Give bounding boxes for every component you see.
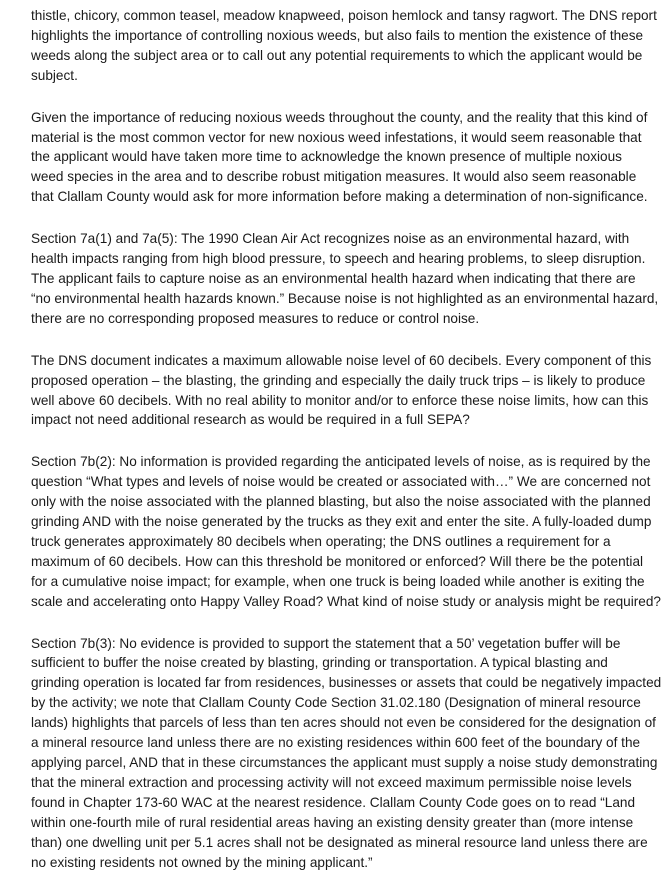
text-line: health impacts ranging from high blood pressure, to speech and hearing problems, to sleep disruption.	[31, 251, 646, 267]
text-line: The applicant fails to capture noise as an environmental health hazard when indicating that there are	[31, 270, 636, 286]
text-line: lands) highlights that parcels of less than ten acres should not even be considered for the designation of	[31, 715, 656, 731]
text-line: question “What types and levels of noise would be created or associated with…” We are concerned not	[31, 474, 651, 490]
text-line: The DNS document indicates a maximum allowable noise level of 60 decibels. Every component of this	[31, 352, 652, 368]
text-line: impact not need additional research as would be required in a full SEPA?	[31, 412, 470, 428]
paragraph-section-7b2	[31, 452, 672, 611]
text-line: subject.	[31, 67, 78, 83]
text-line: grinding operation is located far from residences, businesses or assets that could be negatively impacted	[31, 675, 662, 691]
paragraph-noxious-weeds-list	[31, 6, 672, 86]
text-line: by the activity; we note that Clallam County Code Section 31.02.180 (Designation of mineral resource	[31, 695, 641, 711]
text-line: truck generates approximately 80 decibels when operating; the DNS outlines a requirement for a	[31, 533, 611, 549]
text-line: weed species in the area and to describe robust mitigation measures. It would also seem reasonable	[31, 169, 637, 185]
paragraph-noise-limit	[31, 351, 672, 431]
text-line: scale and accelerating onto Happy Valley Road? What kind of noise study or analysis might be required?	[31, 593, 661, 609]
paragraph-section-7b3	[31, 634, 672, 872]
text-line: maximum of 60 decibels. How can this threshold be monitored or enforced? Will there be the potential	[31, 553, 644, 569]
text-line: no existing residents not owned by the mining applicant.”	[31, 854, 373, 870]
text-line: material is the most common vector for new noxious weed infestations, it would seem reasonable that	[31, 129, 642, 145]
text-line: the applicant would have taken more time to acknowledge the known presence of multiple noxious	[31, 149, 622, 165]
text-line: grinding AND with the noise generated by the trucks as they exit and enter the site. A fully-loaded dump	[31, 514, 652, 530]
text-line: thistle, chicory, common teasel, meadow knapweed, poison hemlock and tansy ragwort. The DNS report	[31, 8, 657, 23]
text-line: that the mineral extraction and processing activity will not exceed maximum permissible noise levels	[31, 774, 632, 790]
paragraph-section-7a	[31, 229, 672, 329]
text-line: within one-fourth mile of rural residential areas having an existing density greater than (more intense	[31, 814, 634, 830]
text-line: highlights the importance of controlling noxious weeds, but also fails to mention the existence of these	[31, 27, 644, 43]
text-line: there are no corresponding proposed measures to reduce or control noise.	[31, 310, 480, 326]
text-line: Given the importance of reducing noxious weeds throughout the county, and the reality that this kind of	[31, 109, 648, 125]
text-line: applying parcel, AND that in these circumstances the applicant must supply a noise study demonstrating	[31, 755, 658, 770]
text-line: “no environmental health hazards known.” Because noise is not highlighted as an environmental hazard,	[31, 290, 659, 306]
text-line: for a cumulative noise impact; for example, when one truck is being loaded while another is exiting the	[31, 573, 645, 589]
text-line: Section 7b(2): No information is provided regarding the anticipated levels of noise, as is required by the	[31, 454, 651, 470]
text-line: Section 7a(1) and 7a(5): The 1990 Clean Air Act recognizes noise as an environmental hazard, with	[31, 231, 630, 247]
text-line: a mineral resource land unless there are no existing residences within 600 feet of the boundary of the	[31, 735, 641, 751]
text-line: that Clallam County would ask for more information before making a determination of non-significance.	[31, 189, 648, 205]
text-line: sufficient to buffer the noise created by blasting, grinding or transportation. A typical blasting and	[31, 655, 608, 671]
text-line: well above 60 decibels. With no real ability to monitor and/or to enforce these noise limits, how can this	[31, 392, 649, 408]
text-line: found in Chapter 173-60 WAC at the nearest residence. Clallam County Code goes on to read “Land	[31, 794, 636, 810]
paragraph-noxious-weeds-mitigation	[31, 108, 672, 208]
text-line: weeds along the subject area or to call out any potential requirements to which the applicant would be	[31, 47, 643, 63]
text-line: only with the noise associated with the planned blasting, but also the noise associated with the planned	[31, 494, 651, 510]
text-line: proposed operation – the blasting, the grinding and especially the daily truck trips – is likely to produce	[31, 372, 646, 388]
text-line: Section 7b(3): No evidence is provided to support the statement that a 50’ vegetation buffer will be	[31, 635, 621, 651]
text-line: than) one dwelling unit per 5.1 acres shall not be designated as mineral resource land unless there are	[31, 834, 648, 850]
